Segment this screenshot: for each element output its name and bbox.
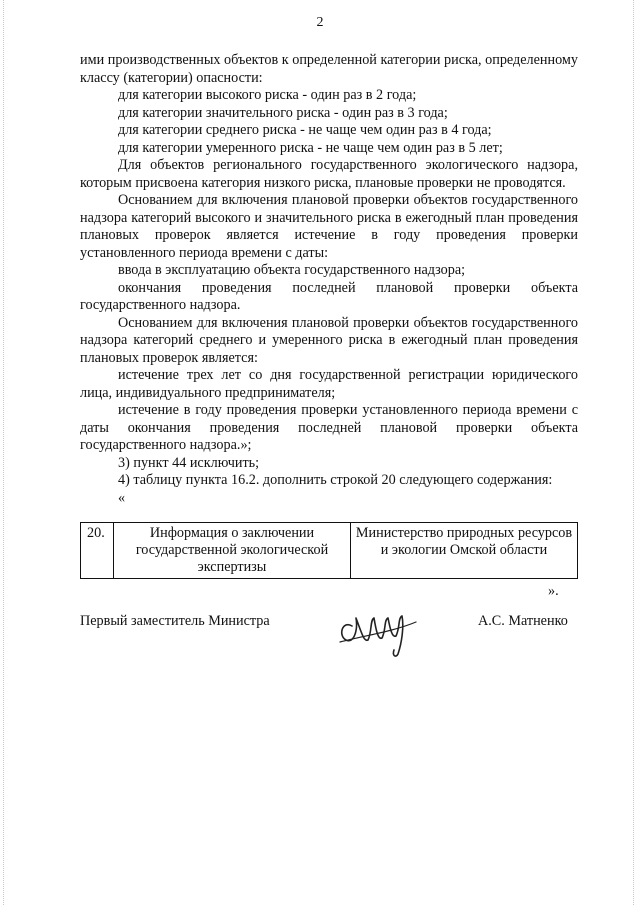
paragraph: Основанием для включения плановой проверки объектов государственного надзора категорий высокого и значительного риска в ежегодный план проведения плановых проверок является истечение в году проведения проверки установленного периода времени с даты:: [80, 192, 578, 261]
authority-cell: Министерство природных ресурсов и экологии Омской области: [351, 523, 578, 579]
row-number: 20.: [81, 523, 114, 579]
paragraph: окончания проведения последней плановой проверки объекта государственного надзора.: [80, 279, 578, 313]
paragraph: для категории высокого риска - один раз в 2 года;: [118, 87, 417, 103]
paragraph: Для объектов регионального государственного экологического надзора, которым присвоена категория низкого риска, плановые проверки не проводятся.: [80, 157, 578, 191]
signatory-name: А.С. Матненко: [478, 613, 568, 629]
paragraph: 4) таблицу пункта 16.2. дополнить строкой 20 следующего содержания:: [118, 472, 553, 488]
information-cell: Информация о заключении государственной экологической экспертизы: [114, 523, 351, 579]
body-text: [80, 52, 578, 507]
paragraph: Основанием для включения плановой проверки объектов государственного надзора категорий среднего и умеренного риска в ежегодный план проведения плановых проверок является:: [80, 314, 578, 366]
handwritten-signature: [332, 596, 422, 660]
paragraph: для категории значительного риска - один раз в 3 года;: [118, 104, 448, 121]
opening-quote: «: [118, 489, 126, 506]
paragraph: 3) пункт 44 исключить;: [118, 454, 260, 471]
page-number: 2: [316, 15, 324, 30]
paragraph: ввода в эксплуатацию объекта государственного надзора;: [118, 262, 466, 278]
paragraph: ими производственных объектов к определенной категории риска, определенному классу (категории) опасности:: [80, 52, 578, 86]
signatory-position: Первый заместитель Министра: [80, 613, 270, 629]
paragraph: истечение в году проведения проверки установленного периода времени с даты окончания проведения последней плановой проверки объекта государственного надзора.»;: [80, 402, 578, 453]
paragraph: истечение трех лет со дня государственной регистрации юридического лица, индивидуального предпринимателя;: [80, 367, 578, 401]
right-margin-line: [633, 0, 634, 905]
left-margin-line: [3, 0, 4, 905]
closing-quote: ».: [548, 583, 559, 599]
addition-table: [80, 522, 578, 579]
paragraph: для категории умеренного риска - не чаще чем один раз в 5 лет;: [118, 139, 503, 156]
table-row: [81, 523, 578, 579]
paragraph: для категории среднего риска - не чаще чем один раз в 4 года;: [118, 122, 492, 138]
